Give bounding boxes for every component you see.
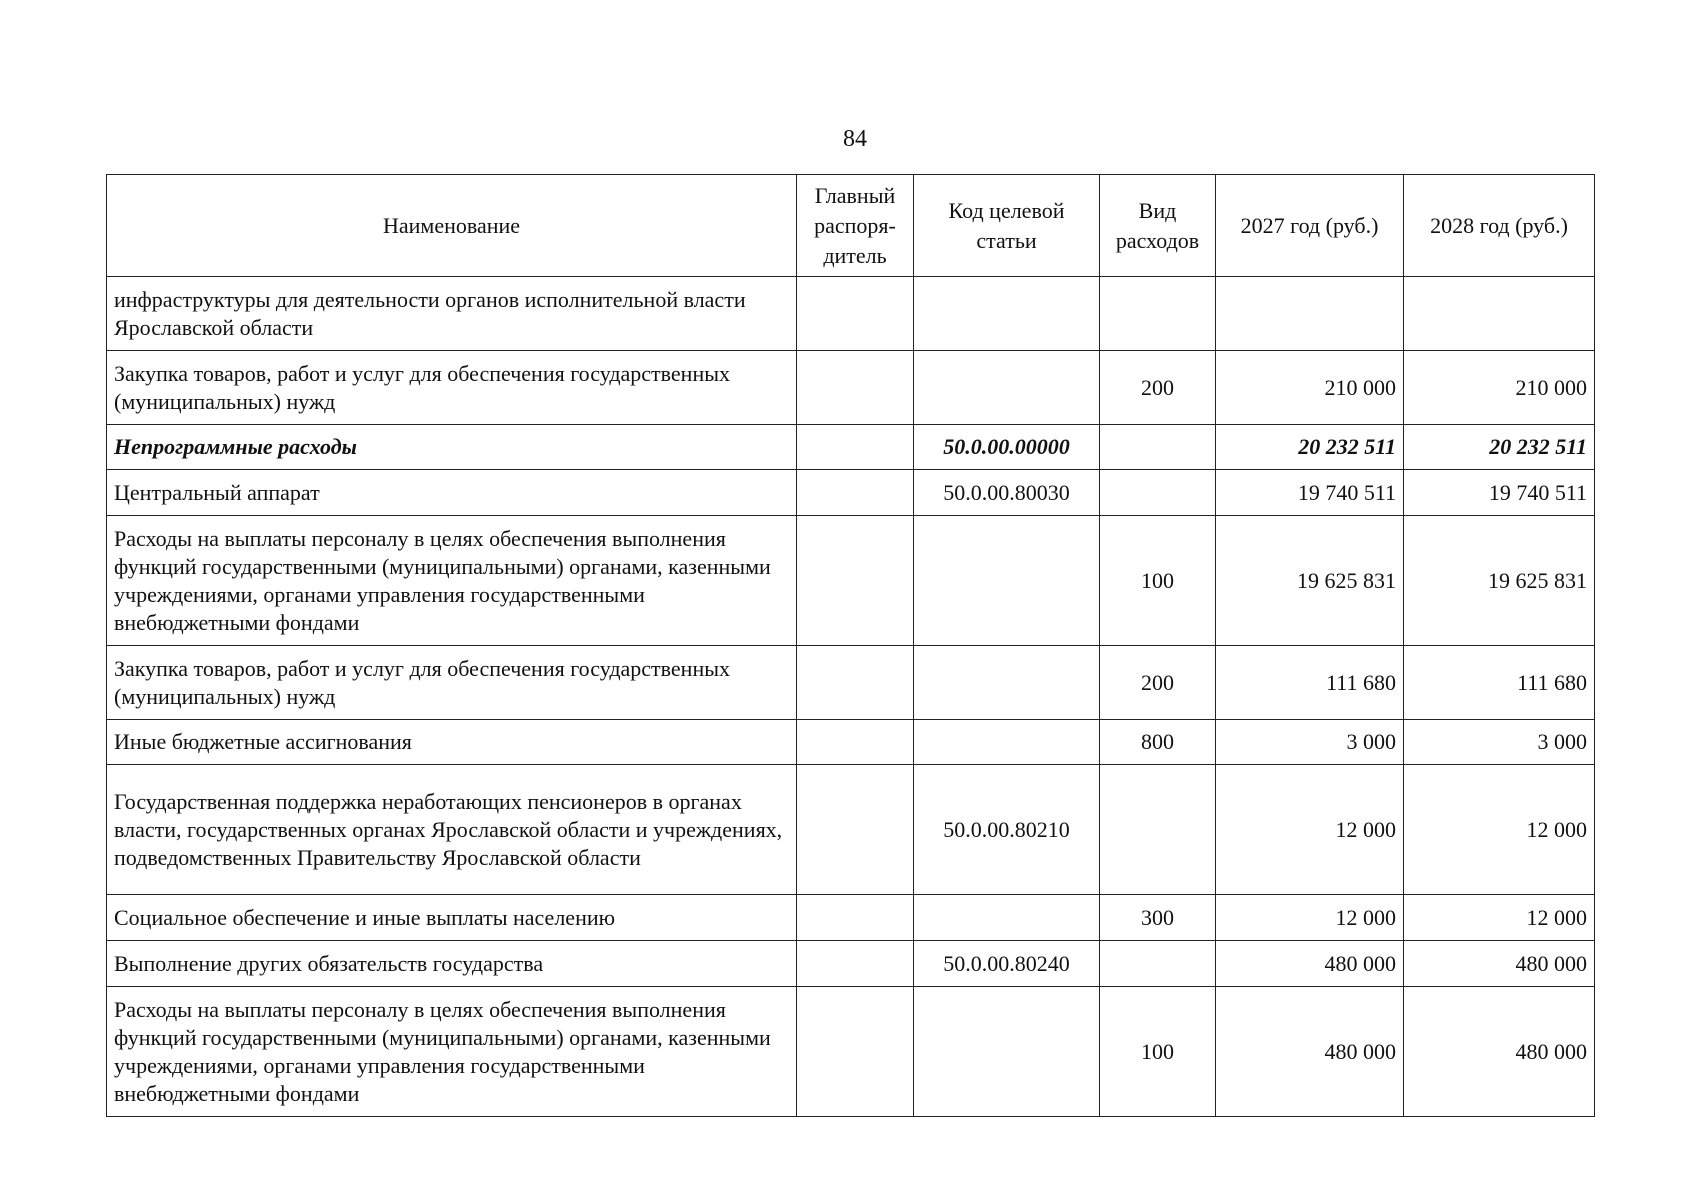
row-manager [797,425,914,470]
row-name: Социальное обеспечение и иные выплаты населению [107,895,797,941]
row-manager [797,516,914,646]
row-2028: 3 000 [1404,720,1595,765]
row-code [914,895,1100,941]
table-row [107,895,1595,941]
row-manager [797,895,914,941]
row-name: Иные бюджетные ассигнования [107,720,797,765]
row-code [914,646,1100,720]
row-manager [797,765,914,895]
row-name: Расходы на выплаты персоналу в целях обеспечения выполнения функций государственными (муниципальными) органами, казенными учреждениями, органами управления государственными внебюджетными фондами [107,516,797,646]
table-row [107,277,1595,351]
row-2028: 12 000 [1404,765,1595,895]
row-kind [1100,765,1216,895]
row-name: Расходы на выплаты персоналу в целях обеспечения выполнения функций государственными (муниципальными) органами, казенными учреждениями, органами управления государственными внебюджетными фондами [107,987,797,1117]
header-2028: 2028 год (руб.) [1404,175,1595,277]
row-2027: 12 000 [1216,895,1404,941]
header-name: Наименование [107,175,797,277]
row-2027: 210 000 [1216,351,1404,425]
row-2028: 111 680 [1404,646,1595,720]
row-code: 50.0.00.80240 [914,941,1100,987]
table-row [107,765,1595,895]
table-row [107,516,1595,646]
row-manager [797,941,914,987]
row-code [914,987,1100,1117]
row-kind: 800 [1100,720,1216,765]
row-manager [797,646,914,720]
row-kind: 200 [1100,646,1216,720]
row-2028 [1404,277,1595,351]
row-manager [797,351,914,425]
row-2027 [1216,277,1404,351]
row-code [914,277,1100,351]
row-name: Выполнение других обязательств государства [107,941,797,987]
row-manager [797,987,914,1117]
row-kind [1100,277,1216,351]
row-name: Государственная поддержка неработающих пенсионеров в органах власти, государственных органах Ярославской области и учреждениях, подведомственных Правительству Ярославской области [107,765,797,895]
row-manager [797,720,914,765]
row-kind [1100,425,1216,470]
row-manager [797,470,914,516]
row-code [914,351,1100,425]
row-2027: 12 000 [1216,765,1404,895]
row-name: Закупка товаров, работ и услуг для обеспечения государственных (муниципальных) нужд [107,351,797,425]
row-kind [1100,941,1216,987]
row-2028: 19 740 511 [1404,470,1595,516]
header-manager: Главный распоря-дитель [797,175,914,277]
page-number: 84 [843,126,867,152]
row-name: Закупка товаров, работ и услуг для обеспечения государственных (муниципальных) нужд [107,646,797,720]
row-code: 50.0.00.80210 [914,765,1100,895]
row-kind: 100 [1100,987,1216,1117]
row-kind: 100 [1100,516,1216,646]
row-2028: 20 232 511 [1404,425,1595,470]
table-row [107,351,1595,425]
row-2028: 12 000 [1404,895,1595,941]
row-manager [797,277,914,351]
row-name: инфраструктуры для деятельности органов исполнительной власти Ярославской области [107,277,797,351]
row-2028: 480 000 [1404,941,1595,987]
table-row [107,646,1595,720]
table-header-row [107,175,1595,277]
table-row [107,987,1595,1117]
table-row-section [107,425,1595,470]
row-2028: 210 000 [1404,351,1595,425]
row-code: 50.0.00.00000 [914,425,1100,470]
row-2028: 19 625 831 [1404,516,1595,646]
row-2027: 480 000 [1216,941,1404,987]
row-2027: 111 680 [1216,646,1404,720]
row-code [914,516,1100,646]
row-kind [1100,470,1216,516]
row-name: Непрограммные расходы [107,425,797,470]
header-2027: 2027 год (руб.) [1216,175,1404,277]
budget-table [106,174,1595,1117]
row-2027: 20 232 511 [1216,425,1404,470]
row-kind: 200 [1100,351,1216,425]
row-2027: 480 000 [1216,987,1404,1117]
row-name: Центральный аппарат [107,470,797,516]
table-row [107,720,1595,765]
table-row [107,470,1595,516]
row-2027: 19 625 831 [1216,516,1404,646]
table-row [107,941,1595,987]
header-kind: Вид расходов [1100,175,1216,277]
header-code: Код целевой статьи [914,175,1100,277]
row-2027: 19 740 511 [1216,470,1404,516]
row-code [914,720,1100,765]
row-kind: 300 [1100,895,1216,941]
row-code: 50.0.00.80030 [914,470,1100,516]
row-2028: 480 000 [1404,987,1595,1117]
row-2027: 3 000 [1216,720,1404,765]
